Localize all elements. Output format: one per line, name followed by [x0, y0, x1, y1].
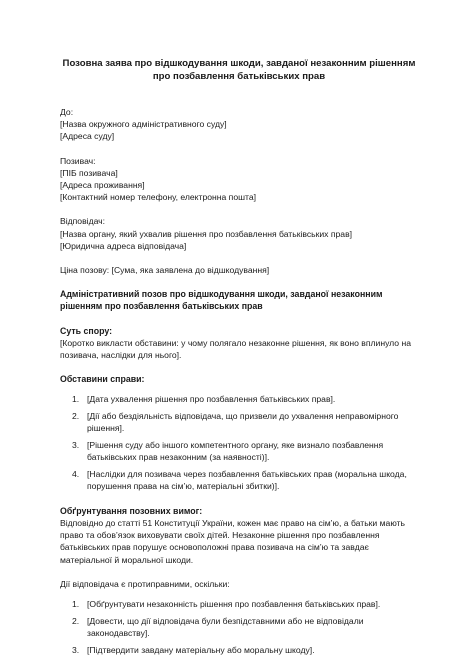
list-item: 3. [Рішення суду або іншого компетентного органу, яке визнало позбавлення батьківських прав незаконним (за наявності)]. — [72, 440, 384, 463]
list-item: 2. [Довести, що дії відповідача були безпідставними або не відповідали законодавству]. — [72, 615, 364, 638]
claim-price: Ціна позову: [Сума, яка заявлена до відшкодування] — [60, 265, 270, 276]
circumstances-section — [60, 373, 418, 492]
plaintiff-address: [Адреса проживання] — [60, 180, 145, 191]
justification-section — [60, 505, 418, 566]
defendant-block — [60, 215, 418, 252]
title-line-2: про позбавлення батьківських прав — [152, 71, 326, 82]
claim-heading — [60, 288, 418, 312]
circumstances-heading: Обставини справи: — [60, 374, 145, 385]
justification-line-4: матеріальної й моральної шкоди. — [60, 554, 194, 565]
defendant-label: Відповідач: — [60, 216, 106, 227]
justification-line-1: Відповідно до статті 51 Конституції України, кожен має право на сім’ю, а батьки мають — [60, 518, 405, 529]
dispute-section — [60, 325, 418, 362]
addressee-block — [60, 106, 418, 143]
unlawful-intro: Дії відповідача є протиправними, оскільки: — [60, 578, 230, 589]
justification-line-3: батьківських прав порушує основоположні права позивача на сім’ю та завдає — [60, 542, 369, 553]
unlawful-section — [60, 578, 418, 656]
list-item: 3. [Підтвердити завдану матеріальну або моральну шкоду]. — [72, 644, 315, 655]
dispute-line-1: [Коротко викласти обставини: у чому полягало незаконне рішення, як воно вплинуло на — [60, 337, 411, 348]
plaintiff-block — [60, 155, 418, 204]
defendant-address: [Юридична адреса відповідача] — [60, 240, 187, 251]
plaintiff-name: [ПІБ позивача] — [60, 167, 118, 178]
title-line-1: Позовна заява про відшкодування шкоди, завданої незаконним рішенням — [62, 58, 416, 69]
claim-heading-line-2: рішенням про позбавлення батьківських прав — [60, 301, 263, 312]
court-address: [Адреса суду] — [60, 131, 115, 142]
list-item: 1. [Дата ухвалення рішення про позбавлення батьківських прав]. — [72, 394, 336, 405]
addressee-label: До: — [60, 107, 74, 117]
list-item: 4. [Наслідки для позивача через позбавлення батьківських прав (моральна шкода, порушення права на сім’ю, матеріальні збитки)]. — [72, 468, 407, 492]
dispute-heading: Суть спору: — [60, 325, 113, 336]
document-title — [60, 57, 418, 83]
plaintiff-label: Позивач: — [60, 155, 96, 166]
dispute-line-2: позивача, наслідки для нього]. — [60, 350, 182, 361]
list-item: 1. [Обґрунтувати незаконність рішення про позбавлення батьківських прав]. — [72, 599, 381, 610]
court-name: [Назва окружного адміністративного суду] — [60, 119, 227, 130]
justification-line-2: право та обов’язок виховувати своїх дітей. Незаконне рішення про позбавлення — [60, 530, 380, 541]
claim-heading-line-1: Адміністративний позов про відшкодування шкоди, завданої незаконним — [60, 289, 383, 300]
unlawful-list — [60, 598, 418, 656]
list-item: 2. [Дії або бездіяльність відповідача, що призвели до ухвалення неправомірного рішення]. — [72, 411, 399, 434]
circumstances-list — [60, 393, 418, 492]
defendant-name: [Назва органу, який ухвалив рішення про позбавлення батьківських прав] — [60, 228, 353, 239]
justification-heading: Обґрунтування позовних вимог: — [60, 505, 203, 516]
plaintiff-contacts: [Контактний номер телефону, електронна пошта] — [60, 192, 257, 203]
